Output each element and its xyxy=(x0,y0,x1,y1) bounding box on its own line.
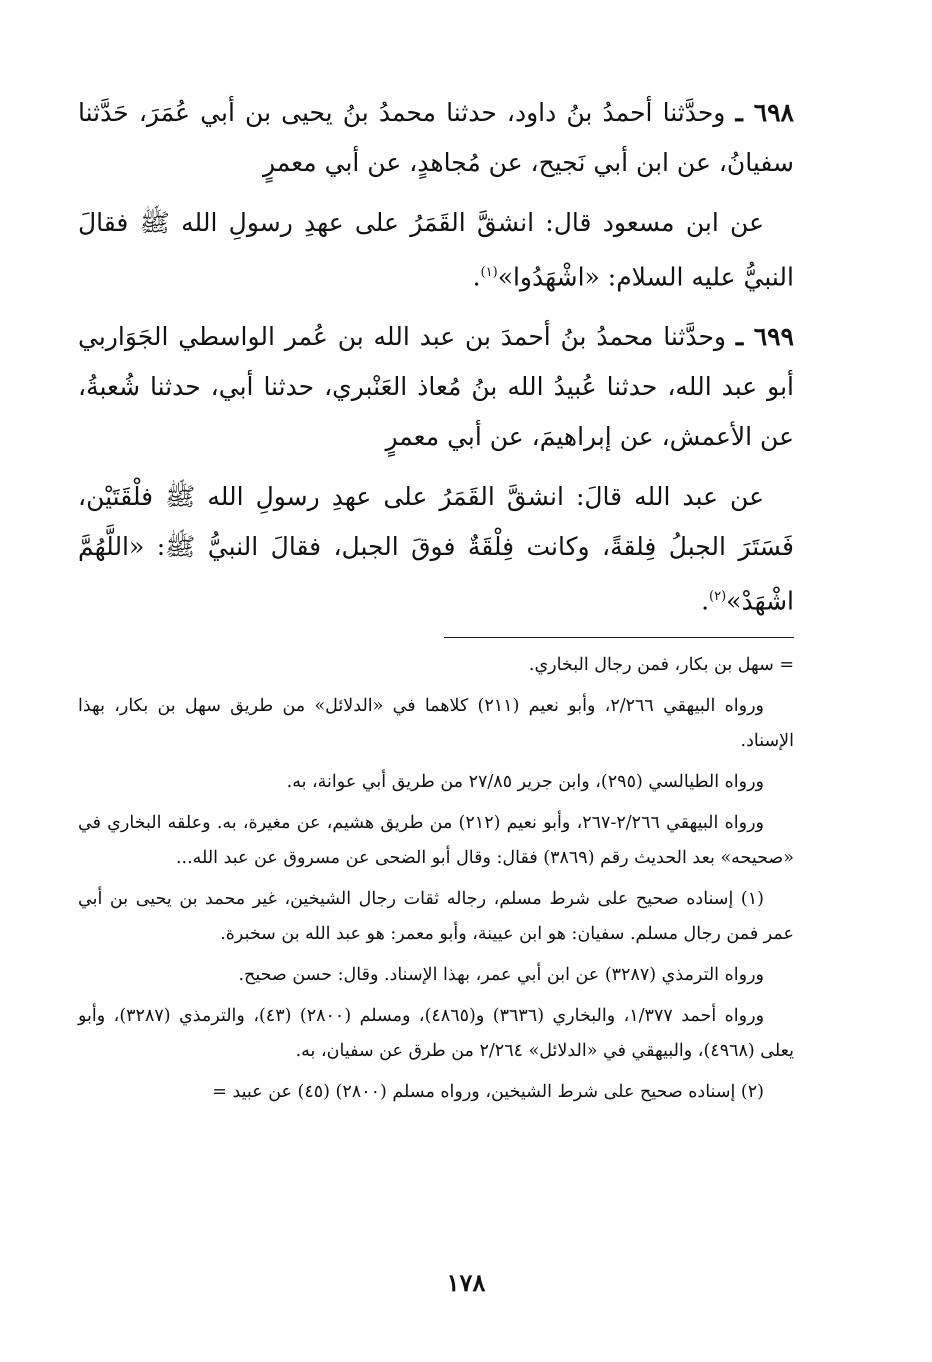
footnote-divider xyxy=(444,637,794,638)
isnad-text: وحدَّثنا أحمدُ بنُ داود، حدثنا محمدُ بنُ يحيى بن أبي عُمَرَ، حَدَّثنا سفيانُ، عن ابن أبي نَجيح، عن مُجاهدٍ، عن أبي معمرٍ xyxy=(78,98,794,177)
footnote-line: ورواه البيهقي ٢/٢٦٦، وأبو نعيم (٢١١) كلاهما في «الدلائل» من طريق سهل بن بكار، بهذا الإسناد. xyxy=(78,695,794,751)
page-number: ١٧٨ xyxy=(446,1268,486,1297)
hadith-698-chain xyxy=(78,88,794,188)
main-text xyxy=(78,88,794,627)
hadith-698-matn: عن ابن مسعود قال: انشقَّ القَمَرُ على عهدِ رسولِ الله ﷺ فقالَ النبيُّ عليه السلام: «اشْهَدُوا»$^{(١)}$. xyxy=(78,208,794,292)
matn-text: عن ابن مسعود قال: انشقَّ القَمَرُ على عهدِ رسولِ الله ﷺ فقالَ النبيُّ عليه السلام: «اشْهَدُوا» xyxy=(78,208,794,292)
footnotes xyxy=(78,648,794,1110)
footnote-1: (١) إسناده صحيح على شرط مسلم، رجاله ثقات رجال الشيخين، غير محمد بن يحيى بن أبي عمر فمن رجال مسلم. سفيان: هو ابن عيينة، وأبو معمر: هو عبد الله بن سخبرة. xyxy=(78,888,794,944)
footnote-line: ورواه الترمذي (٣٢٨٧) عن ابن أبي عمر، بهذا الإسناد. وقال: حسن صحيح. xyxy=(238,964,764,985)
footnote-ref: (١) xyxy=(480,265,498,280)
footnote-2: (٢) إسناده صحيح على شرط الشيخين، ورواه مسلم (٢٨٠٠) (٤٥) عن عبيد = xyxy=(212,1081,764,1102)
matn-text: عن عبد الله قالَ: انشقَّ القَمَرُ على عهدِ رسولِ الله ﷺ فلْقَتَيْن، فَسَتَرَ الجبلُ فِلقةً، وكانت فِلْقَةٌ فوقَ الجبل، فقالَ النبيُّ ﷺ: «اللَّهُمَّ اشْهَدْ» xyxy=(78,482,794,616)
hadith-699-matn: عن عبد الله قالَ: انشقَّ القَمَرُ على عهدِ رسولِ الله ﷺ فلْقَتَيْن، فَسَتَرَ الجبلُ فِلقةً، وكانت فِلْقَةٌ فوقَ الجبل، فقالَ النبيُّ ﷺ: «اللَّهُمَّ اشْهَدْ»$^{(٢)}$. xyxy=(78,482,794,616)
hadith-number: ٦٩٨ ـ xyxy=(735,98,794,127)
footnote-ref: (٢) xyxy=(709,589,727,605)
isnad-text: وحدَّثنا محمدُ بنُ أحمدَ بن عبد الله بن عُمر الواسطي الجَوَاربي أبو عبد الله، حدثنا عُبيدُ الله بنُ مُعاذ العَنْبري، حدثنا أبي، حدثنا شُعبةُ، عن الأعمش، عن إبراهيمَ، عن أبي معمرٍ xyxy=(78,322,794,452)
footnote-line: = سهل بن بكار، فمن رجال البخاري. xyxy=(528,654,794,675)
footnote-line: ورواه أحمد ١/٣٧٧، والبخاري (٣٦٣٦) و(٤٨٦٥)، ومسلم (٢٨٠٠) (٤٣)، والترمذي (٣٢٨٧)، وأبو يعلى (٤٩٦٨)، والبيهقي في «الدلائل» ٢/٢٦٤ من طرق عن سفيان، به. xyxy=(78,1005,794,1061)
footnote-line: ورواه البيهقي ٢/٢٦٦-٢٦٧، وأبو نعيم (٢١٢) من طريق هشيم، عن مغيرة، به. وعلقه البخاري في «صحيحه» بعد الحديث رقم (٣٨٦٩) فقال: وقال أبو الضحى عن مسروق عن عبد الله... xyxy=(78,812,794,868)
footnote-line: ورواه الطيالسي (٢٩٥)، وابن جرير ٢٧/٨٥ من طريق أبي عوانة، به. xyxy=(286,771,764,792)
book-page xyxy=(78,88,794,1116)
hadith-699-chain xyxy=(78,312,794,462)
hadith-number: ٦٩٩ ـ xyxy=(735,322,794,352)
